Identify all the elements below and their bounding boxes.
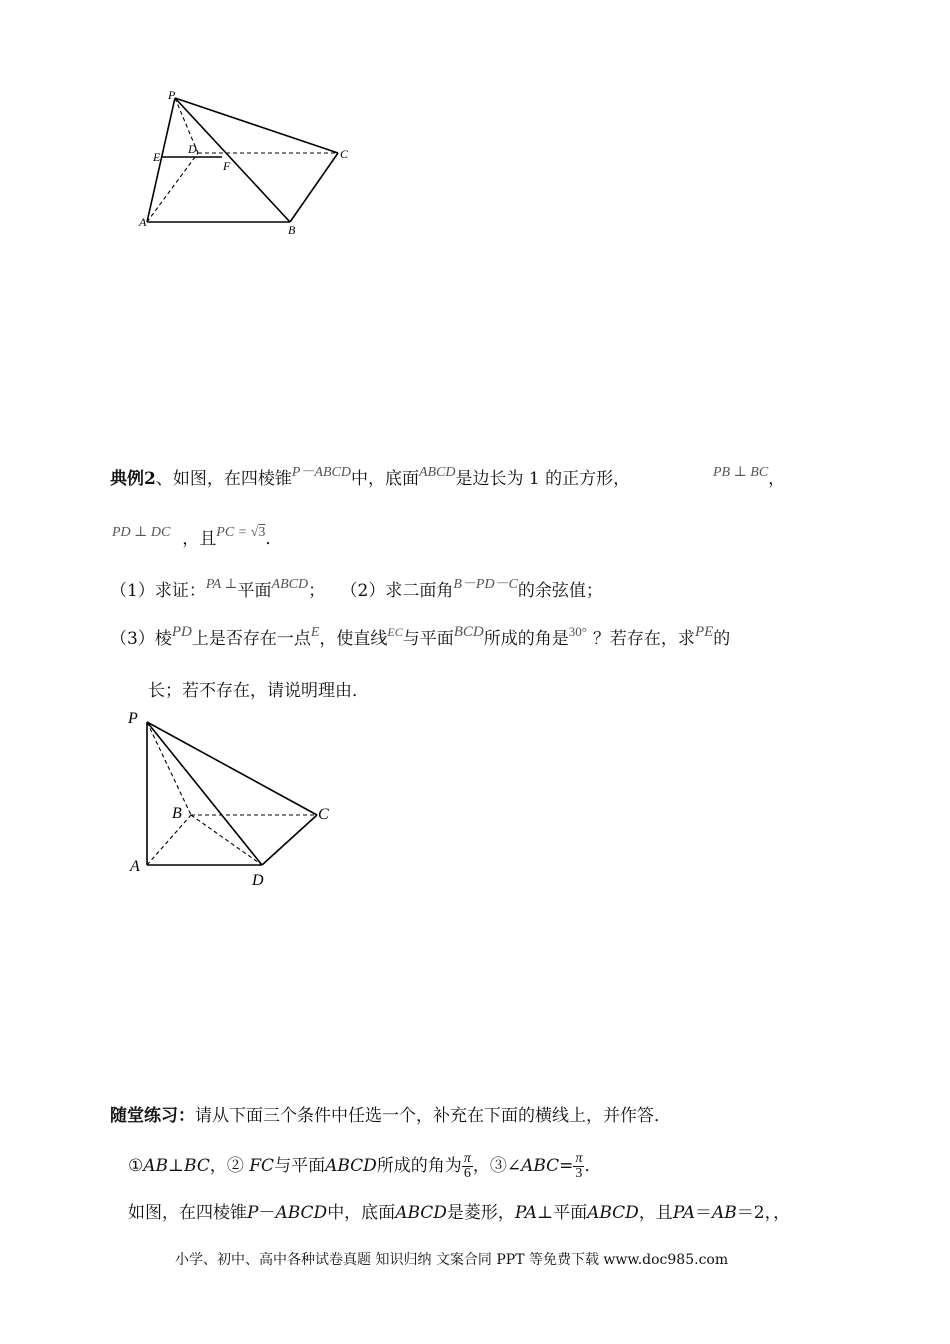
text: 的 — [713, 629, 731, 649]
text: 上是否存在一点 — [191, 629, 311, 649]
text: 请从下面三个条件中任选一个，补充在下面的横线上，并作答． — [195, 1106, 671, 1126]
practice-title: 随堂练习： — [110, 1106, 195, 1126]
text: （1）求证： — [110, 581, 206, 601]
example-2-q1q2 — [110, 577, 603, 604]
fraction-pi-6 — [462, 1152, 473, 1181]
page-footer — [175, 1249, 728, 1269]
text: ？若存在，求 — [592, 629, 695, 649]
text: 中，底面 — [350, 469, 419, 489]
math: 3 — [258, 525, 266, 540]
example-2-line-1-tail — [713, 465, 786, 492]
math: PA ⊥ — [205, 577, 238, 592]
example-2-title: 典例2 — [110, 469, 156, 489]
example-2-line-2 — [112, 525, 283, 552]
sep: 、 — [155, 469, 173, 489]
text: 与平面 — [274, 1156, 326, 1176]
fig1-label-P: P — [168, 88, 176, 102]
math: B－PD－C — [453, 577, 518, 592]
text: 是边长为 1 的正方形， — [455, 469, 631, 489]
numerator: π — [463, 1151, 471, 1166]
text: 平面 — [237, 581, 272, 601]
practice-line-1 — [110, 1105, 671, 1127]
math: PE — [694, 624, 714, 640]
text: － — [258, 1203, 276, 1223]
example-2-q3 — [110, 624, 731, 652]
math: ABCD — [271, 577, 309, 592]
math: 30° — [568, 624, 587, 639]
numerator: π — [575, 1151, 583, 1166]
text: 中，底面 — [327, 1203, 396, 1223]
text: ＝ — [694, 1203, 712, 1223]
example-2-line-1 — [110, 465, 631, 492]
text: ＝2，， — [736, 1203, 791, 1223]
fraction-pi-3 — [573, 1152, 584, 1181]
denominator: 6 — [463, 1166, 471, 1181]
math: PD — [171, 624, 192, 640]
example-2-q3-cont — [148, 680, 369, 702]
math: ABCD — [395, 1203, 447, 1223]
text: ③∠ — [489, 1156, 522, 1176]
text: ，且 — [182, 529, 217, 549]
math: BCD — [453, 624, 484, 640]
text: ① — [128, 1156, 144, 1176]
text: ． — [584, 1156, 602, 1176]
text: ② — [226, 1156, 244, 1176]
text: 与平面 — [402, 629, 454, 649]
footer-text: 小学、初中、高中各种试卷真题 知识归纳 文案合同 PPT 等免费下载 www.doc985.com — [175, 1252, 729, 1268]
text: ． — [265, 529, 283, 549]
math: ABC — [521, 1156, 560, 1176]
math: ABCD — [275, 1203, 328, 1223]
text: ； — [308, 581, 326, 601]
text: 如图，在四棱锥 — [128, 1203, 247, 1223]
fig1-label-E: E — [153, 150, 161, 164]
practice-conditions — [128, 1152, 601, 1181]
math: P－ABCD — [291, 465, 351, 480]
fig1-label-C: C — [340, 147, 349, 161]
math: FC — [249, 1156, 275, 1176]
text: ， — [209, 1156, 227, 1176]
fig2-label-C: C — [318, 806, 329, 823]
math: ABCD — [325, 1156, 377, 1176]
text: （3）棱 — [110, 629, 172, 649]
text: ， — [472, 1156, 490, 1176]
math: BC — [184, 1156, 210, 1176]
figure-2-pyramid — [125, 705, 345, 890]
text: 的余弦值； — [517, 581, 603, 601]
text: 是菱形， — [446, 1203, 515, 1223]
math: ABCD — [418, 465, 456, 480]
fig1-label-F: F — [223, 159, 231, 173]
math: EC — [387, 625, 403, 639]
text: ，使直线 — [319, 629, 388, 649]
math: ABCD — [587, 1203, 639, 1223]
fig2-label-D: D — [252, 872, 264, 889]
text: ， — [768, 469, 786, 489]
text: 长；若不存在，请说明理由． — [148, 681, 369, 701]
text: ⊥平面 — [537, 1203, 588, 1223]
text: 如图，在四棱锥 — [172, 469, 292, 489]
math: P — [247, 1203, 259, 1223]
math: PC = — [216, 525, 251, 540]
fig1-label-B: B — [288, 223, 296, 237]
math: AB — [711, 1203, 737, 1223]
text: 所成的角是 — [483, 629, 569, 649]
text: 所成的角为 — [376, 1156, 462, 1176]
math: PA — [672, 1203, 695, 1223]
figure-1-pyramid — [130, 85, 370, 245]
text: （2）求二面角 — [340, 581, 454, 601]
fig2-label-P: P — [128, 710, 138, 727]
practice-line-3 — [128, 1202, 790, 1224]
math: E — [310, 625, 320, 640]
text: ，且 — [638, 1203, 673, 1223]
math: PA — [514, 1203, 538, 1223]
fig2-label-B: B — [172, 805, 182, 822]
sqrt-sign: √ — [250, 525, 259, 540]
text: = — [559, 1156, 574, 1176]
math: AB — [143, 1156, 169, 1176]
math: PD ⊥ DC — [112, 525, 171, 540]
fig2-label-A: A — [130, 858, 140, 875]
denominator: 3 — [575, 1166, 583, 1181]
math: PB ⊥ BC — [713, 465, 769, 480]
text: ⊥ — [168, 1156, 185, 1176]
fig1-label-D: D — [188, 142, 197, 156]
fig1-label-A: A — [139, 215, 147, 229]
